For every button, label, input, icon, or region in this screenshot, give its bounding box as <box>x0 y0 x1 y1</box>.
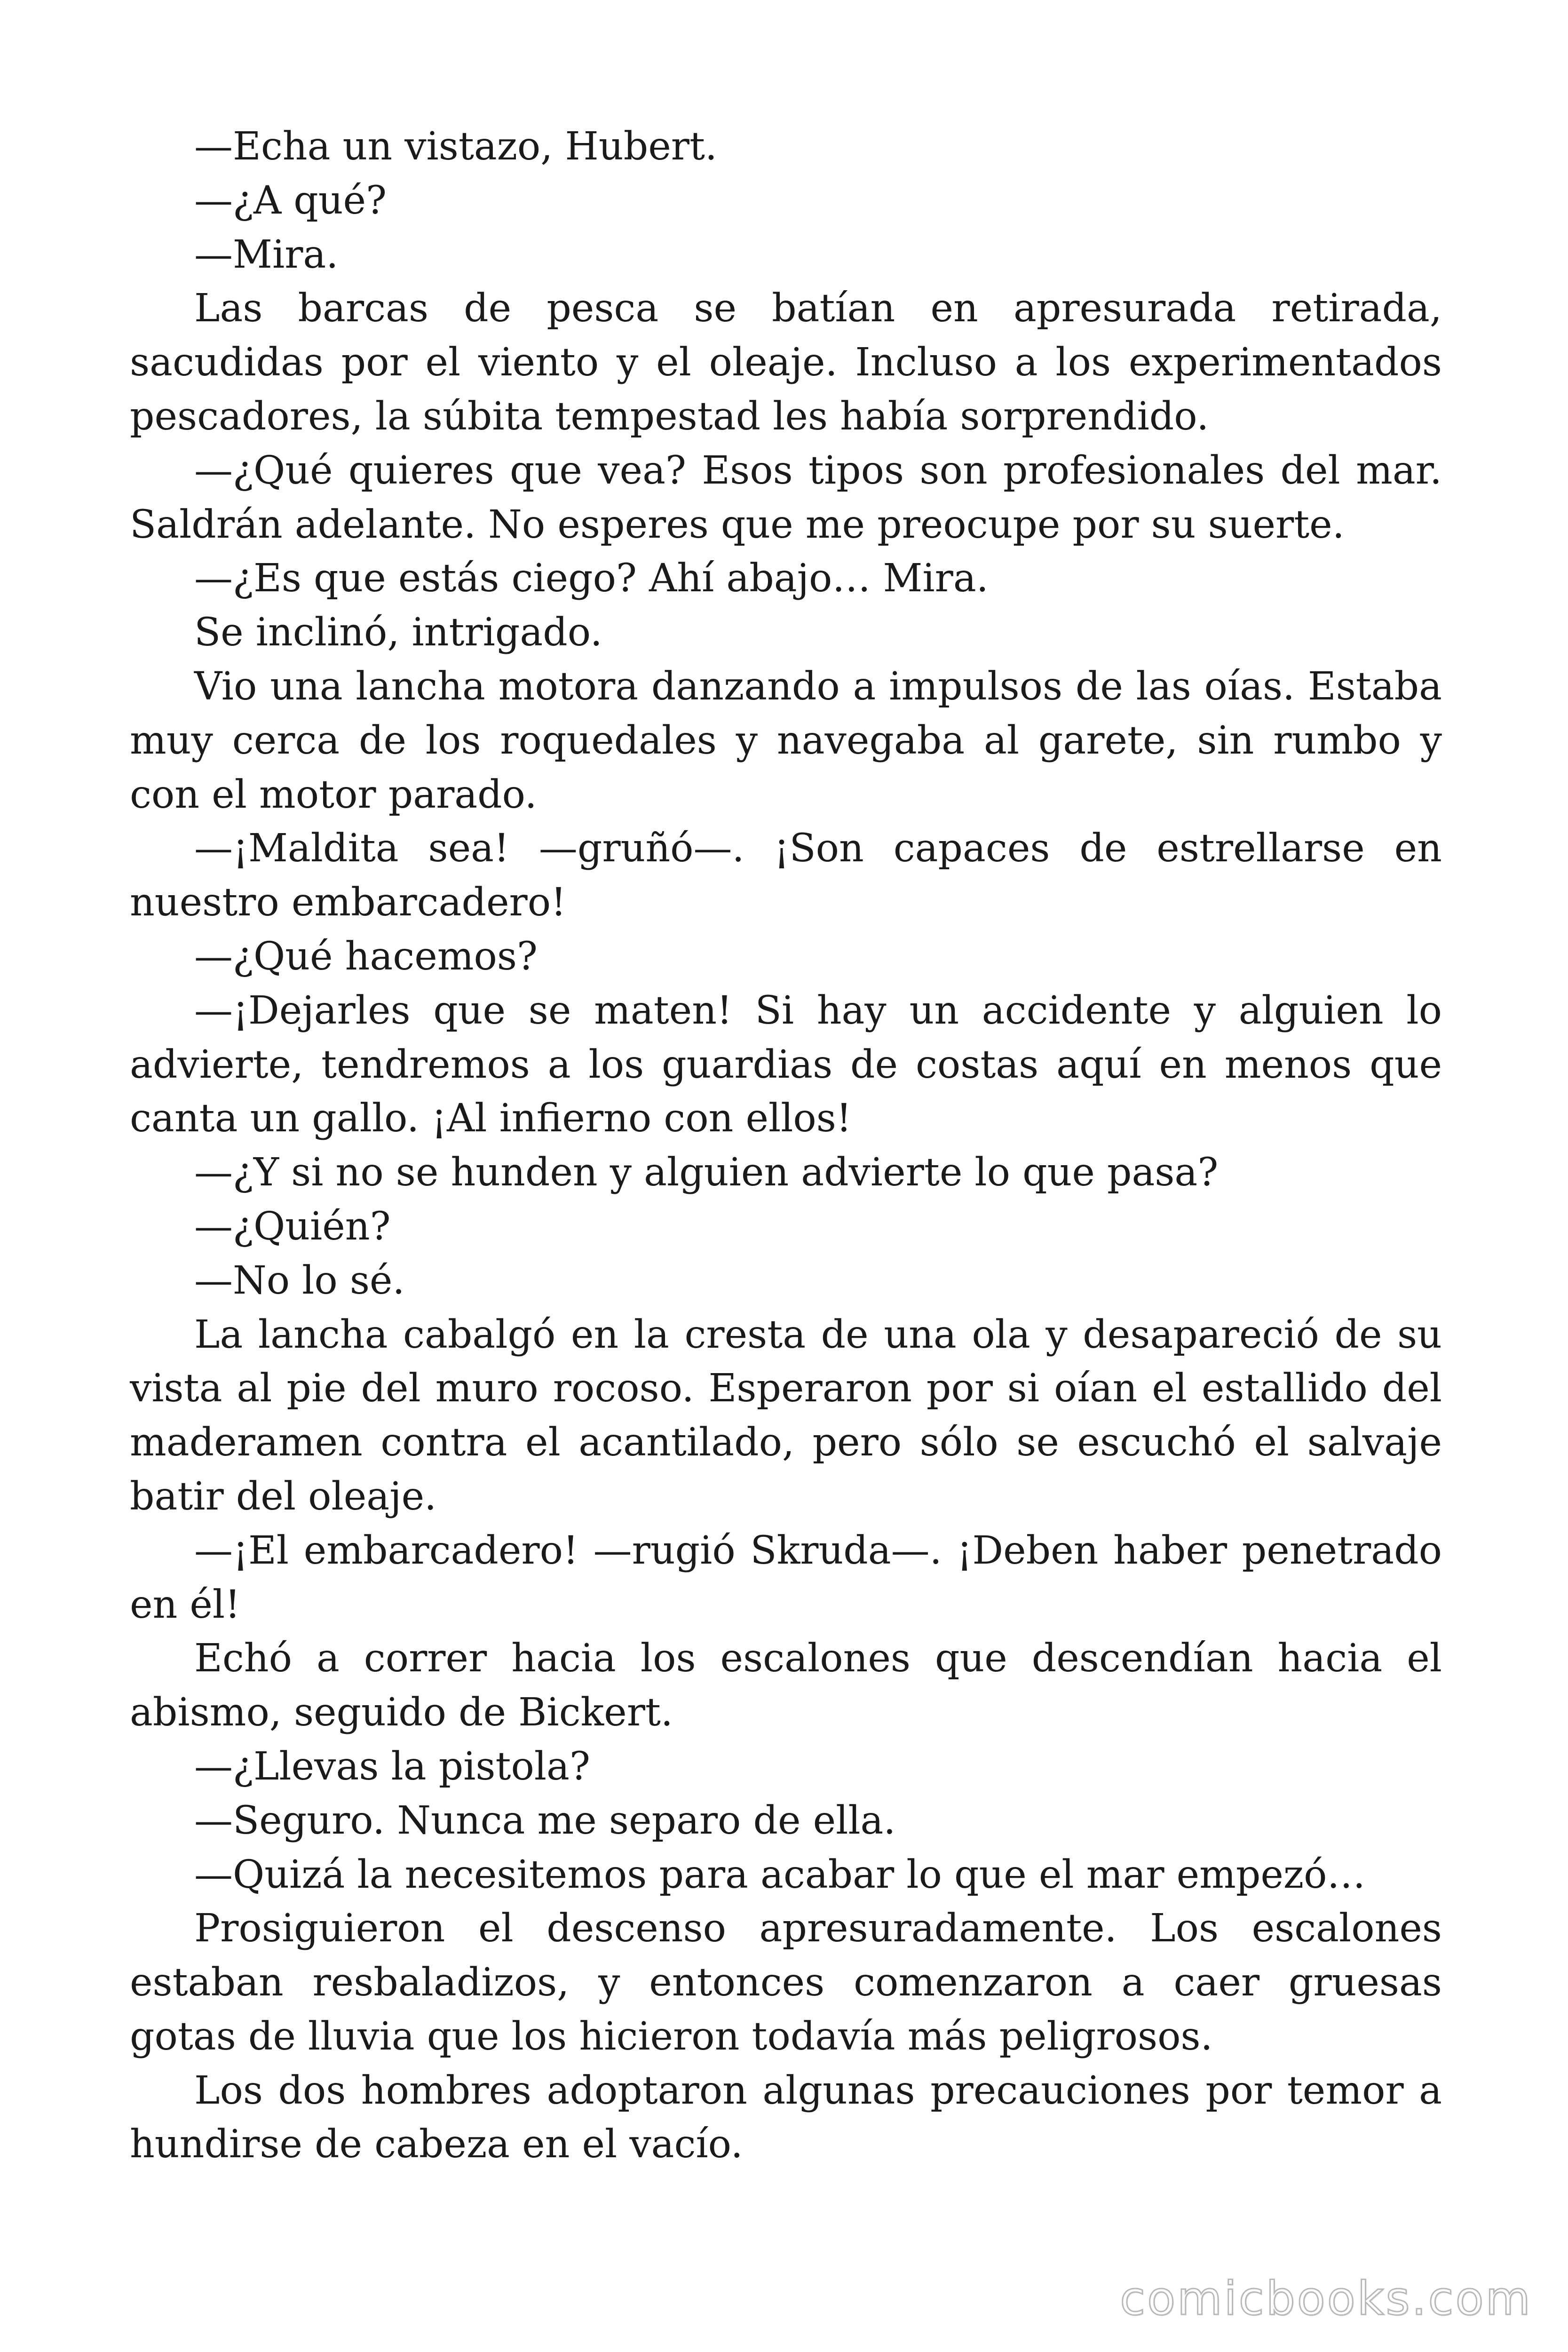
paragraph: —Echa un vistazo, Hubert. <box>194 124 717 169</box>
paragraph: Prosiguieron el descenso apresuradamente. Los escalones estaban resbaladizos, y entonces comenzaron a caer gruesas gotas de lluvia que los hicieron todavía más peligrosos. <box>130 1906 1442 2059</box>
paragraph: —Mira. <box>194 232 339 277</box>
paragraph: —Quizá la necesitemos para acabar lo que el mar empezó… <box>194 1852 1366 1897</box>
paragraph: —¿Qué quieres que vea? Esos tipos son profesionales del mar. Saldrán adelante. No esperes que me preocupe por su suerte. <box>130 448 1442 547</box>
paragraph: La lancha cabalgó en la cresta de una ola y desapareció de su vista al pie del muro rocoso. Esperaron por si oían el estallido del maderamen contra el acantilado, pero sólo se escuchó el salvaje batir del oleaje. <box>130 1312 1442 1519</box>
paragraph: —No lo sé. <box>194 1258 405 1303</box>
paragraph: —¡Dejarles que se maten! Si hay un accidente y alguien lo advierte, tendremos a los guardias de costas aquí en menos que canta un gallo. ¡Al infierno con ellos! <box>130 988 1442 1141</box>
paragraph: —¿A qué? <box>194 178 387 223</box>
paragraph: Vio una lancha motora danzando a impulsos de las oías. Estaba muy cerca de los roquedales y navegaba al garete, sin rumbo y con el motor parado. <box>130 664 1442 817</box>
paragraph: —¡Maldita sea! —gruñó—. ¡Son capaces de estrellarse en nuestro embarcadero! <box>130 826 1442 925</box>
paragraph: —¿Llevas la pistola? <box>194 1744 590 1789</box>
paragraph: Se inclinó, intrigado. <box>194 610 602 655</box>
paragraph: Echó a correr hacia los escalones que descendían hacia el abismo, seguido de Bickert. <box>130 1636 1442 1735</box>
paragraph: —¿Y si no se hunden y alguien advierte lo que pasa? <box>194 1150 1219 1195</box>
paragraph: —¿Quién? <box>194 1204 391 1249</box>
paragraph: —¿Es que estás ciego? Ahí abajo… Mira. <box>194 556 989 601</box>
paragraph: —¡El embarcadero! —rugió Skruda—. ¡Deben haber penetrado en él! <box>130 1528 1442 1627</box>
body-text <box>130 120 1442 2172</box>
paragraph: Los dos hombres adoptaron algunas precauciones por temor a hundirse de cabeza en el vacío. <box>130 2068 1442 2167</box>
paragraph: —Seguro. Nunca me separo de ella. <box>194 1798 896 1843</box>
watermark: comicbooks.com <box>1120 2272 1532 2326</box>
paragraph: Las barcas de pesca se batían en apresurada retirada, sacudidas por el viento y el oleaje. Incluso a los experimentados pescadores, la súbita tempestad les había sorprendido. <box>130 286 1442 439</box>
paragraph: —¿Qué hacemos? <box>194 934 538 979</box>
